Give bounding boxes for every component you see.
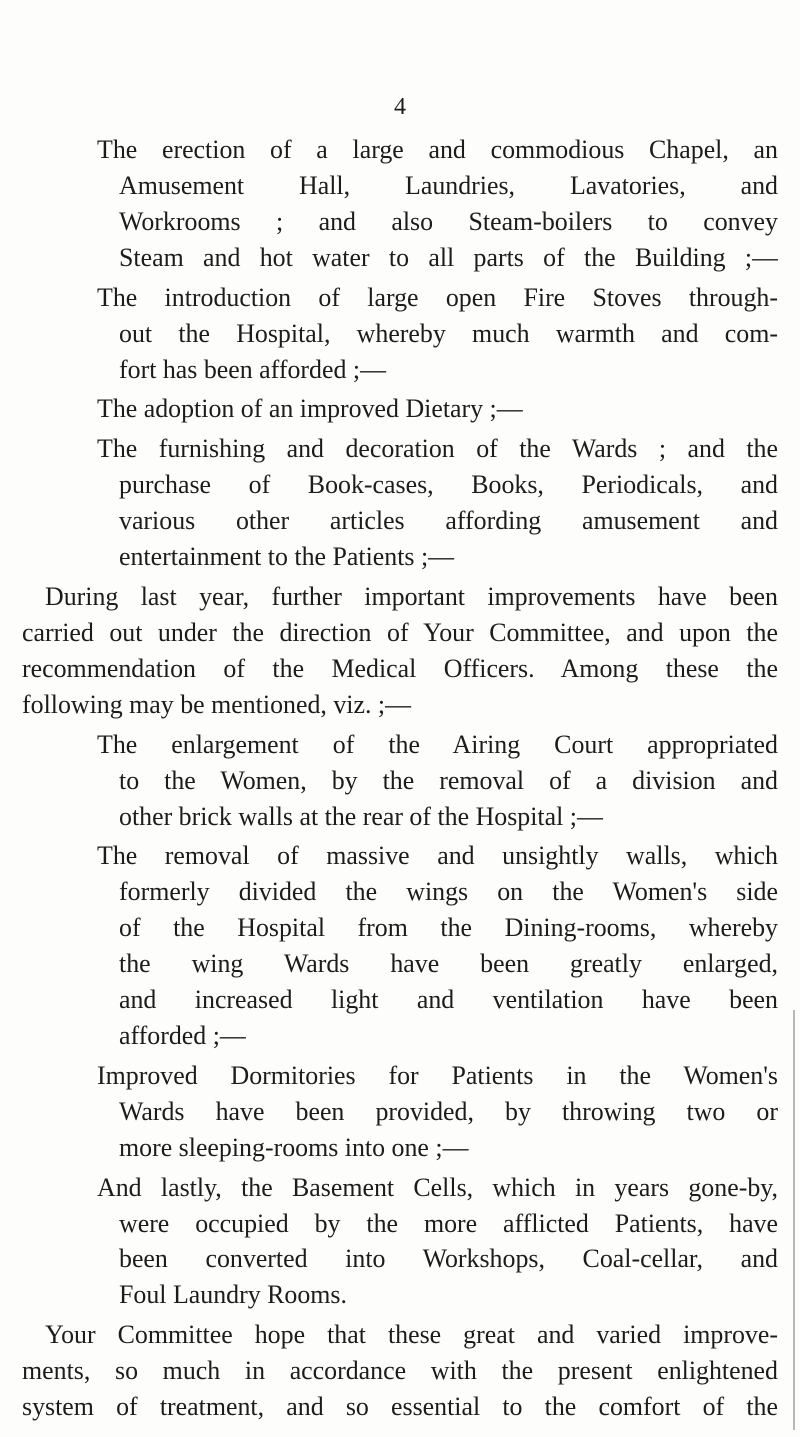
- text-line: The erection of a large and commodious Chapel, an: [97, 135, 778, 164]
- text-line: The removal of massive and unsightly walls, which: [97, 841, 778, 871]
- text-line: The furnishing and decoration of the Wards ; and the: [97, 434, 778, 464]
- text-line: entertainment to the Patients ;—: [119, 542, 455, 572]
- text-line: Your Committee hope that these great and varied improve-: [45, 1320, 778, 1350]
- text-line: Steam and hot water to all parts of the Building ;—: [119, 242, 778, 272]
- text-line: been converted into Workshops, Coal-cellar, and: [119, 1244, 778, 1274]
- text-line: following may be mentioned, viz. ;—: [22, 689, 412, 719]
- text-line: Workrooms ; and also Steam-boilers to convey: [119, 206, 778, 236]
- text-line: And lastly, the Basement Cells, which in years gone-by,: [97, 1172, 778, 1202]
- text-line: Amusement Hall, Laundries, Lavatories, and: [119, 170, 778, 200]
- text-line: ments, so much in accordance with the present enlightened: [22, 1356, 778, 1386]
- text-line: the wing Wards have been greatly enlarged,: [119, 949, 778, 979]
- text-line: Foul Laundry Rooms.: [119, 1280, 347, 1310]
- text-line: to the Women, by the removal of a division and: [119, 765, 778, 795]
- text-line: The enlargement of the Airing Court appropriated: [97, 729, 778, 759]
- text-line: other brick walls at the rear of the Hospital ;—: [119, 801, 603, 831]
- text-line: purchase of Book-cases, Books, Periodicals, and: [119, 470, 778, 500]
- text-line: of the Hospital from the Dining-rooms, whereby: [119, 913, 778, 943]
- text-line: various other articles affording amusement and: [119, 506, 778, 536]
- text-line: The introduction of large open Fire Stoves through-: [97, 282, 778, 312]
- text-line: recommendation of the Medical Officers. Among these the: [22, 653, 778, 683]
- text-line: out the Hospital, whereby much warmth and com-: [119, 318, 778, 348]
- text-line: The adoption of an improved Dietary ;—: [97, 394, 523, 424]
- text-line: Wards have been provided, by throwing two or: [119, 1096, 778, 1126]
- text-line: carried out under the direction of Your Committee, and upon the: [22, 617, 778, 647]
- page-edge-shadow: [793, 1010, 795, 1430]
- text-line: more sleeping-rooms into one ;—: [119, 1132, 469, 1162]
- text-line: afforded ;—: [119, 1020, 246, 1050]
- text-line: formerly divided the wings on the Women's side: [119, 877, 778, 907]
- text-line: were occupied by the more afflicted Patients, have: [119, 1208, 778, 1238]
- text-line: system of treatment, and so essential to the comfort of the: [22, 1392, 778, 1422]
- page-number: 4: [394, 94, 406, 120]
- text-line: Improved Dormitories for Patients in the Women's: [97, 1060, 778, 1090]
- text-line: During last year, further important improvements have been: [45, 582, 778, 611]
- text-line: fort has been afforded ;—: [119, 354, 386, 384]
- text-line: and increased light and ventilation have been: [119, 985, 778, 1014]
